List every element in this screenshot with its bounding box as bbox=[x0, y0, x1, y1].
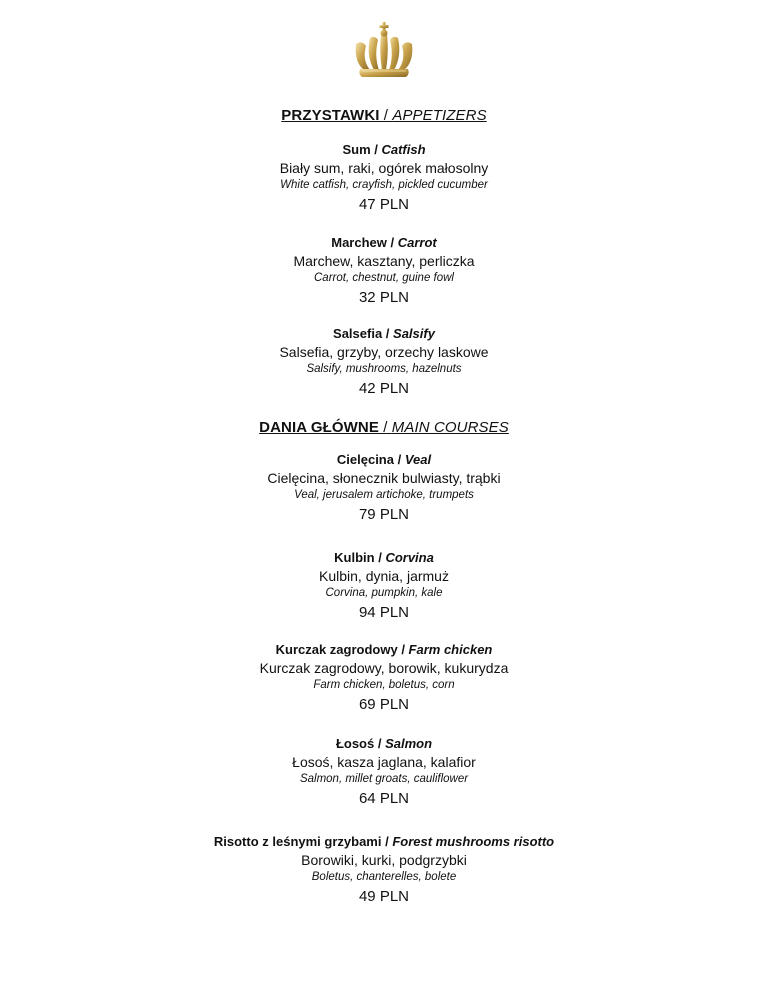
dish-description-pl: Biały sum, raki, ogórek małosolny bbox=[279, 160, 489, 176]
dish-description-pl: Salsefia, grzyby, orzechy laskowe bbox=[279, 344, 489, 360]
dish-item bbox=[0, 141, 768, 214]
dish-description-pl: Kulbin, dynia, jarmuż bbox=[319, 568, 449, 584]
dish-name-pl: Kurczak zagrodowy bbox=[275, 642, 398, 657]
dish-description-en: Farm chicken, boletus, corn bbox=[313, 679, 455, 691]
dish-name: Cielęcina / Veal bbox=[336, 452, 432, 467]
dish-name-pl: Sum bbox=[342, 142, 371, 157]
dish-description-pl: Cielęcina, słonecznik bulwiasty, trąbki bbox=[267, 470, 501, 486]
dish-name-pl: Marchew bbox=[331, 235, 387, 250]
section-title-en: APPETIZERS bbox=[392, 107, 487, 124]
dish-name-en: Salsify bbox=[393, 326, 435, 341]
dish-name-en: Veal bbox=[404, 452, 432, 467]
section-title-main-courses bbox=[0, 419, 768, 437]
section-title-pl: PRZYSTAWKI bbox=[281, 107, 380, 124]
dish-name-pl: Kulbin bbox=[334, 550, 375, 565]
dish-name-en: Salmon bbox=[385, 736, 433, 751]
dish-price: 79 PLN bbox=[358, 506, 410, 523]
dish-description-pl: Łosoś, kasza jaglana, kalafior bbox=[292, 754, 476, 770]
dish-price: 42 PLN bbox=[358, 380, 410, 397]
dish-description-en: White catfish, crayfish, pickled cucumber bbox=[280, 179, 488, 191]
dish-name-pl: Cielęcina bbox=[336, 452, 394, 467]
dish-price: 32 PLN bbox=[358, 289, 410, 306]
dish-description-en: Veal, jerusalem artichoke, trumpets bbox=[294, 489, 474, 501]
dish-item bbox=[0, 641, 768, 714]
dish-name: Salsefia / Salsify bbox=[333, 326, 435, 341]
dish-item bbox=[0, 549, 768, 622]
dish-price: 69 PLN bbox=[358, 696, 410, 713]
dish-name: Łosoś / Salmon bbox=[335, 736, 433, 751]
dish-name-en: Corvina bbox=[385, 550, 434, 565]
dish-item bbox=[0, 234, 768, 307]
dish-name-pl: Risotto z leśnymi grzybami bbox=[213, 834, 382, 849]
section-title-en: MAIN COURSES bbox=[391, 419, 509, 436]
dish-price: 94 PLN bbox=[358, 604, 410, 621]
dish-item bbox=[0, 325, 768, 398]
dish-item bbox=[0, 833, 768, 906]
section-title-appetizers bbox=[0, 107, 768, 125]
dish-name: Kurczak zagrodowy / Farm chicken bbox=[275, 642, 493, 657]
dish-name: Marchew / Carrot bbox=[331, 235, 437, 250]
dish-description-en: Salmon, millet groats, cauliflower bbox=[299, 773, 469, 785]
dish-description-pl: Marchew, kasztany, perliczka bbox=[293, 253, 475, 269]
dish-description-en: Corvina, pumpkin, kale bbox=[325, 587, 443, 599]
dish-price: 49 PLN bbox=[358, 888, 410, 905]
dish-name: Sum / Catfish bbox=[342, 142, 426, 157]
dish-name-en: Carrot bbox=[397, 235, 437, 250]
crown-icon bbox=[348, 22, 420, 80]
dish-name-en: Farm chicken bbox=[408, 642, 493, 657]
dish-name: Kulbin / Corvina bbox=[334, 550, 434, 565]
section-title-separator: / bbox=[379, 107, 393, 124]
dish-price: 47 PLN bbox=[358, 196, 410, 213]
dish-name: Risotto z leśnymi grzybami / Forest mushrooms risotto bbox=[213, 834, 555, 849]
dish-name-pl: Salsefia bbox=[333, 326, 383, 341]
dish-description-en: Boletus, chanterelles, bolete bbox=[311, 871, 457, 883]
dish-description-pl: Borowiki, kurki, podgrzybki bbox=[301, 852, 467, 868]
dish-description-en: Salsify, mushrooms, hazelnuts bbox=[306, 363, 462, 375]
dish-price: 64 PLN bbox=[358, 790, 410, 807]
dish-name-en: Forest mushrooms risotto bbox=[392, 834, 555, 849]
dish-item bbox=[0, 735, 768, 808]
dish-description-pl: Kurczak zagrodowy, borowik, kukurydza bbox=[259, 660, 509, 676]
dish-name-en: Catfish bbox=[381, 142, 426, 157]
dish-name-pl: Łosoś bbox=[335, 736, 375, 751]
section-title-pl: DANIA GŁÓWNE bbox=[259, 419, 379, 436]
dish-item bbox=[0, 451, 768, 524]
dish-description-en: Carrot, chestnut, guine fowl bbox=[314, 272, 454, 284]
section-title-separator: / bbox=[378, 419, 392, 436]
